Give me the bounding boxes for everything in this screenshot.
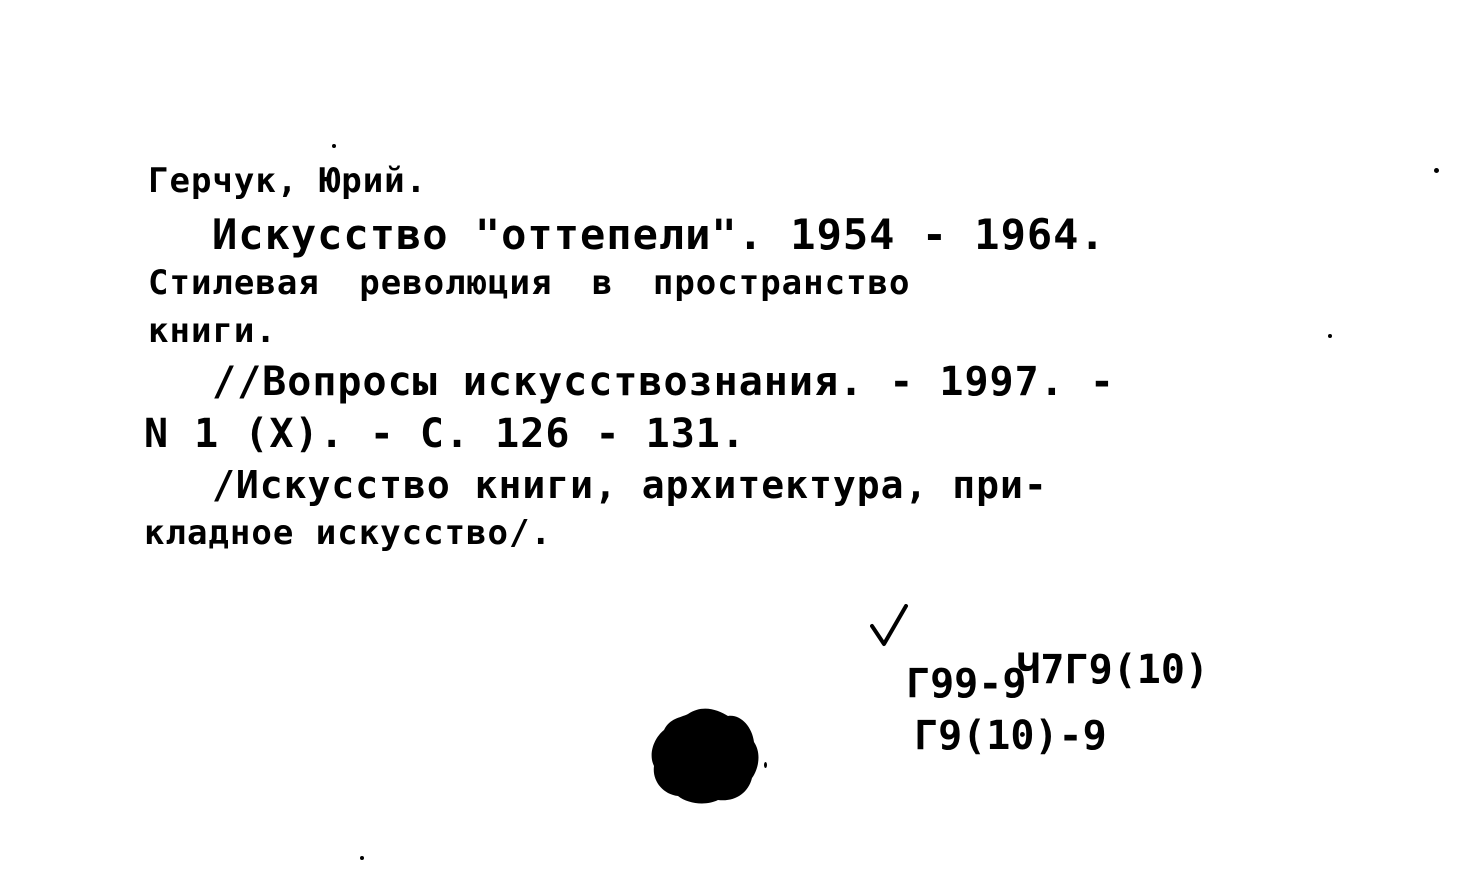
subtitle-line-2: книги. <box>148 311 277 351</box>
subtitle-line-1: Стилевая революция в пространство <box>148 263 911 303</box>
speck <box>360 856 364 860</box>
source-line-2: N 1 (X). - С. 126 - 131. <box>144 411 746 457</box>
speck <box>1328 334 1332 338</box>
title-line: Искусство "оттепели". 1954 - 1964. <box>212 210 1106 259</box>
speck <box>1434 168 1439 173</box>
classification-code-2: Г99-9 <box>906 661 1027 707</box>
classification-code-3: Г9(10)-9 <box>914 713 1107 759</box>
subject-line-2: кладное искусство/. <box>144 513 552 553</box>
speck <box>332 144 336 148</box>
ink-blot <box>648 704 764 806</box>
subject-line-1: /Искусство книги, архитектура, при- <box>212 463 1048 507</box>
classification-code-1-text: Ч7Г9(10) <box>1016 647 1209 693</box>
speck <box>764 762 767 768</box>
source-line-1: //Вопросы искусствознания. - 1997. - <box>212 359 1115 405</box>
author-line: Герчук, Юрий. <box>148 161 428 201</box>
